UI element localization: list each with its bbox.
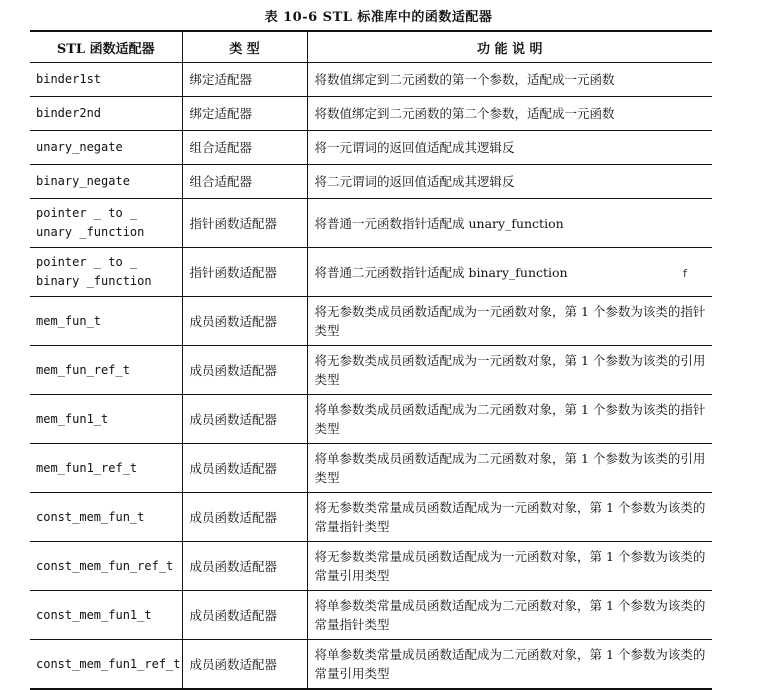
table-row [30,97,712,131]
adapter-name-cell: mem_fun1_t [30,395,182,444]
adapter-description-cell: 将数值绑定到二元函数的第二个参数，适配成一元函数 [307,97,712,131]
adapter-description-cell: 将无参数类成员函数适配成为一元函数对象，第 1 个参数为该类的指针类型 [307,297,712,346]
adapter-description-cell: 将普通二元函数指针适配成 binary_function [307,248,712,297]
table-row [30,248,712,297]
adapter-description-cell: 将无参数类成员函数适配成为一元函数对象，第 1 个参数为该类的引用类型 [307,346,712,395]
adapter-type-cell: 成员函数适配器 [182,542,307,591]
adapter-type-cell: 成员函数适配器 [182,444,307,493]
adapter-description-cell: 将一元谓词的返回值适配成其逻辑反 [307,131,712,165]
header-row [30,31,712,63]
adapter-name-cell: unary_negate [30,131,182,165]
adapter-name-cell: const_mem_fun_t [30,493,182,542]
adapter-name-cell: binary_negate [30,165,182,199]
adapter-name-cell: const_mem_fun1_ref_t [30,640,182,690]
adapter-name-cell: binder1st [30,63,182,97]
table-row [30,63,712,97]
adapter-type-cell: 绑定适配器 [182,63,307,97]
adapter-name-cell: pointer _ to _ binary _function [30,248,182,297]
adapter-description-cell: 将数值绑定到二元函数的第一个参数，适配成一元函数 [307,63,712,97]
table-row [30,395,712,444]
table-row [30,131,712,165]
adapter-type-cell: 成员函数适配器 [182,395,307,444]
adapter-description-cell: 将单参数类常量成员函数适配成为二元函数对象，第 1 个参数为该类的常量引用类型 [307,640,712,690]
adapter-name-cell: binder2nd [30,97,182,131]
stray-mark: f [683,267,687,280]
adapter-name-cell: const_mem_fun1_t [30,591,182,640]
adapter-type-cell: 成员函数适配器 [182,493,307,542]
header-type: 类 型 [182,31,307,63]
adapter-description-cell: 将无参数类常量成员函数适配成为一元函数对象，第 1 个参数为该类的常量引用类型 [307,542,712,591]
adapter-name-cell: mem_fun_t [30,297,182,346]
adapter-type-cell: 指针函数适配器 [182,248,307,297]
header-description: 功 能 说 明 [307,31,712,63]
table-row [30,297,712,346]
adapter-type-cell: 成员函数适配器 [182,346,307,395]
table-row [30,165,712,199]
table-row [30,493,712,542]
table-row [30,199,712,248]
table-row [30,591,712,640]
adapter-name-cell: pointer _ to _ unary _function [30,199,182,248]
adapter-description-cell: 将单参数类成员函数适配成为二元函数对象，第 1 个参数为该类的指针类型 [307,395,712,444]
adapter-type-cell: 指针函数适配器 [182,199,307,248]
adapter-description-cell: 将单参数类常量成员函数适配成为二元函数对象，第 1 个参数为该类的常量指针类型 [307,591,712,640]
adapter-type-cell: 组合适配器 [182,165,307,199]
adapter-name-cell: mem_fun1_ref_t [30,444,182,493]
table-row [30,542,712,591]
table-row [30,346,712,395]
table-row [30,444,712,493]
adapter-type-cell: 绑定适配器 [182,97,307,131]
adapter-type-cell: 成员函数适配器 [182,591,307,640]
adapter-name-cell: mem_fun_ref_t [30,346,182,395]
adapter-type-cell: 成员函数适配器 [182,297,307,346]
adapter-description-cell: 将单参数类成员函数适配成为二元函数对象，第 1 个参数为该类的引用类型 [307,444,712,493]
adapter-type-cell: 组合适配器 [182,131,307,165]
adapter-description-cell: 将普通一元函数指针适配成 unary_function [307,199,712,248]
adapter-description-cell: 将无参数类常量成员函数适配成为一元函数对象，第 1 个参数为该类的常量指针类型 [307,493,712,542]
table-row [30,640,712,690]
adapter-name-cell: const_mem_fun_ref_t [30,542,182,591]
function-adapter-table [30,30,712,690]
table-caption: 表 10-6 STL 标准库中的函数适配器 [264,10,493,25]
header-adapter: STL 函数适配器 [30,31,182,63]
adapter-type-cell: 成员函数适配器 [182,640,307,690]
adapter-description-cell: 将二元谓词的返回值适配成其逻辑反 [307,165,712,199]
